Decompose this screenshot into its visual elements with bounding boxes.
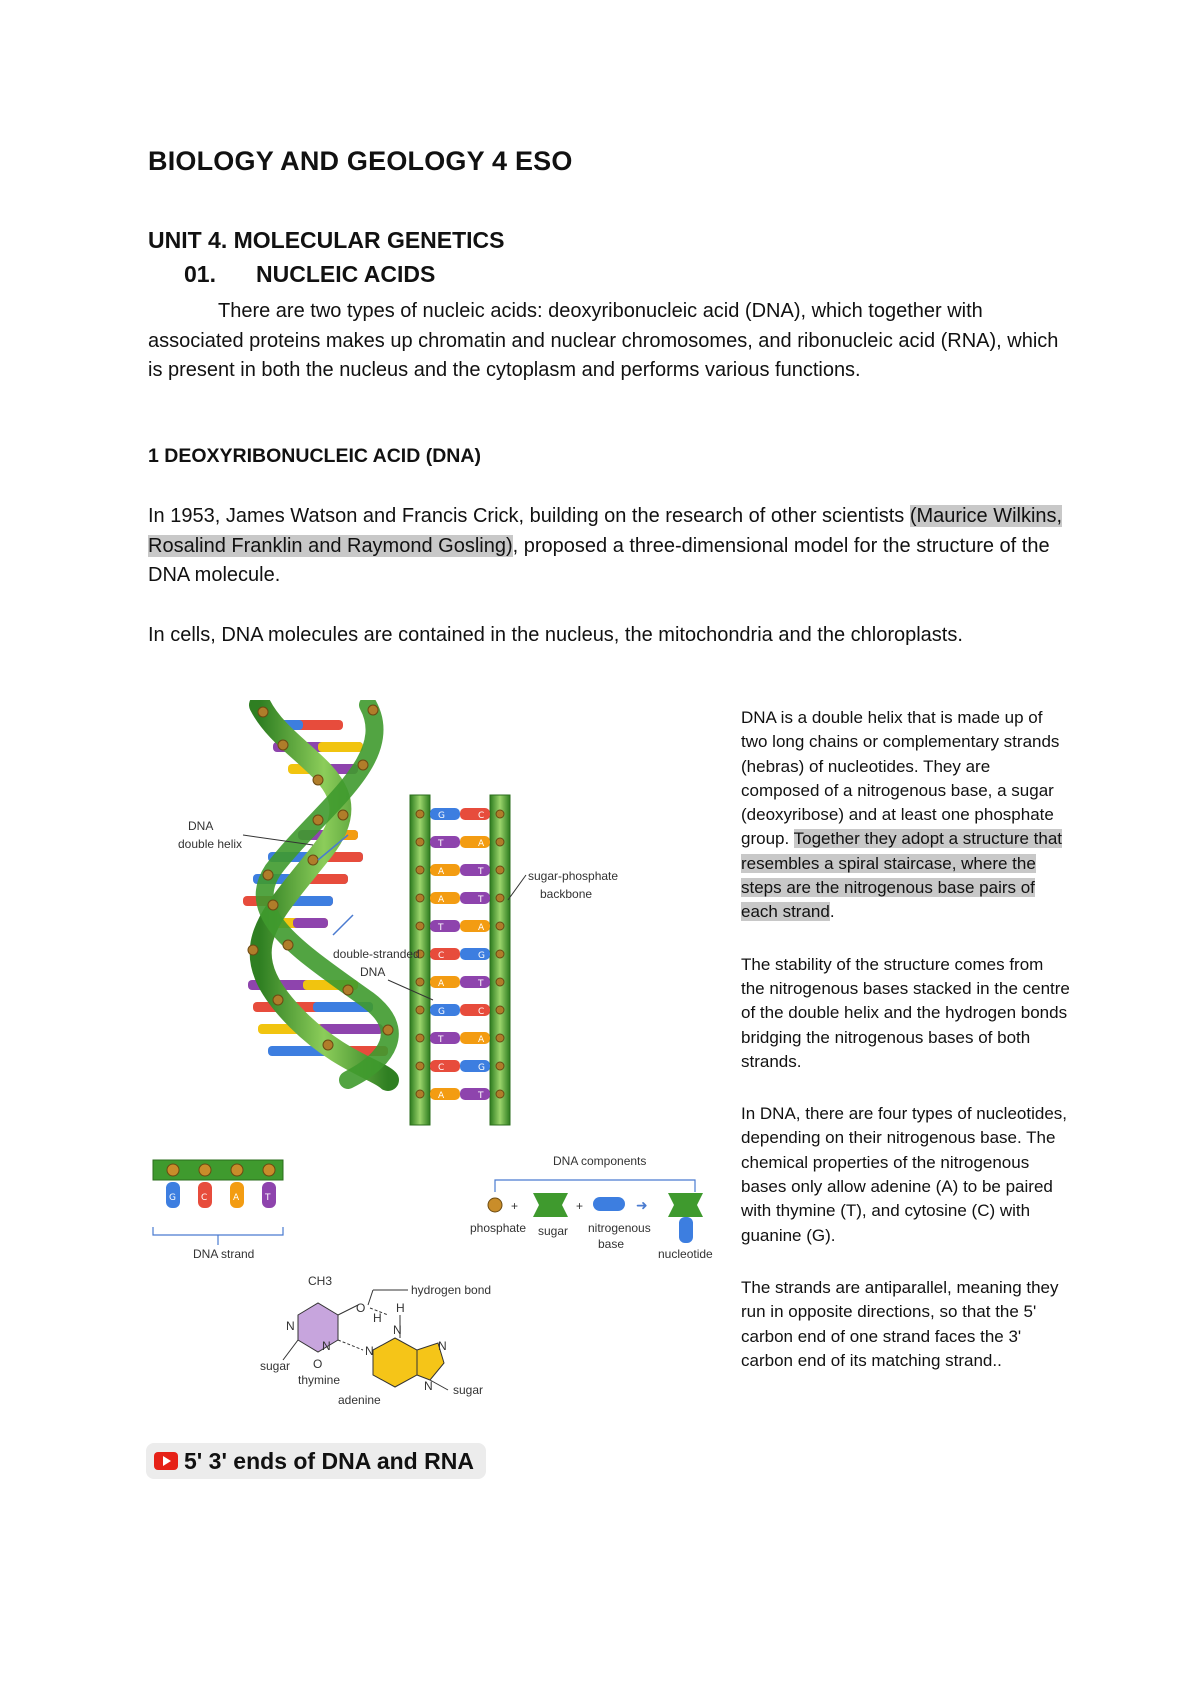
phosphate-bead — [496, 1034, 504, 1042]
history-text-start: In 1953, James Watson and Francis Crick, building on the research of other scientists — [148, 505, 910, 527]
phosphate-bead — [496, 838, 504, 846]
label-sugar-right: sugar — [453, 1383, 484, 1397]
base-letter: G — [478, 951, 485, 961]
phosphate-bead — [416, 922, 424, 930]
nitrogenous-base — [460, 1088, 490, 1100]
label-sugar: sugar — [538, 1224, 569, 1238]
phosphate-bead — [496, 810, 504, 818]
base-letter: T — [478, 867, 484, 877]
label-ds-dna: DNA — [360, 965, 386, 979]
label-double-stranded: double-stranded — [333, 947, 420, 961]
svg-text:T: T — [265, 1193, 271, 1203]
strand-nucleotide — [262, 1164, 276, 1208]
nitrogenous-base — [430, 948, 460, 960]
label-dna: DNA — [188, 819, 214, 833]
label-ch3: CH3 — [308, 1274, 333, 1288]
strand-nucleotide — [230, 1164, 244, 1208]
base-letter: A — [478, 839, 485, 849]
svg-text:C: C — [201, 1193, 208, 1203]
base-pair-chemical-structure — [260, 1274, 491, 1407]
history-paragraph — [148, 502, 1068, 591]
nitrogenous-base — [430, 1088, 460, 1100]
label-sugar-left: sugar — [260, 1359, 291, 1373]
ladder-illustration — [410, 795, 510, 1125]
base-letter: T — [438, 923, 444, 933]
phosphate-bead — [496, 866, 504, 874]
label-dna-strand: DNA strand — [193, 1247, 255, 1261]
label-n6: N — [424, 1379, 433, 1393]
base-letter: T — [438, 839, 444, 849]
nitrogenous-base — [430, 976, 460, 988]
nitrogenous-base — [430, 1004, 460, 1016]
video-link-chip[interactable] — [146, 1443, 486, 1479]
base-letter: A — [438, 867, 445, 877]
base-letter: T — [478, 979, 484, 989]
phosphate-bead — [416, 1034, 424, 1042]
label-h2: H — [396, 1301, 405, 1315]
plus-sign-2: + — [576, 1199, 584, 1213]
side-p1-end: . — [829, 902, 835, 922]
nitrogenous-base — [460, 976, 490, 988]
scientists-highlight: (Maurice Wilkins, Rosalind Franklin and Raymond Gosling) — [148, 505, 1063, 557]
dna-components-illustration — [470, 1154, 713, 1261]
label-n2: N — [322, 1339, 331, 1353]
phosphate-bead — [496, 894, 504, 902]
label-nitrogenous: nitrogenous — [588, 1221, 651, 1235]
double-helix-illustration — [243, 705, 393, 1080]
dna-explanation-column — [741, 706, 1071, 1401]
svg-text:A: A — [233, 1193, 240, 1203]
nitrogenous-base — [460, 1032, 490, 1044]
svg-text:G: G — [169, 1193, 176, 1203]
base-letter: C — [478, 811, 485, 821]
nitrogenous-base — [460, 892, 490, 904]
side-paragraph-4: The strands are antiparallel, meaning they run in opposite directions, so that the 5' carbon end of one strand faces the 3' carbon end of its matching strand.. — [741, 1277, 1059, 1370]
nitrogenous-base — [430, 864, 460, 876]
side-paragraph-3: In DNA, there are four types of nucleotides, depending on their nitrogenous base. The chemical properties of the nitrogenous bases only allow adenine (A) to be paired with thymine (T), and cytosine (C) with guanine (G). — [741, 1104, 1068, 1245]
label-sugar-phosphate: sugar-phosphate — [528, 869, 619, 883]
intro-paragraph: There are two types of nucleic acids: deoxyribonucleic acid (DNA), which together with associated proteins makes up chromatin and nuclear chromosomes, and ribonucleic acid (RNA), which is present in both the nucleus and the cytoplasm and performs various functions. — [148, 300, 1059, 381]
side-p1-highlight: Together they adopt a structure that resembles a spiral staircase, where the steps are the nitrogenous base pairs of each strand — [741, 829, 1063, 922]
nitrogenous-base — [430, 808, 460, 820]
base-letter: A — [438, 895, 445, 905]
strand-nucleotide — [198, 1164, 212, 1208]
history-text-end: , proposed a three-dimensional model for the structure of the DNA molecule. — [148, 534, 1050, 586]
nitrogenous-base — [460, 1004, 490, 1016]
phosphate-bead — [416, 1062, 424, 1070]
subsection-heading: 1 DEOXYRIBONUCLEIC ACID (DNA) — [148, 445, 481, 467]
unit-heading: UNIT 4. MOLECULAR GENETICS — [148, 227, 505, 253]
section-heading — [184, 261, 435, 288]
section-title: NUCLEIC ACIDS — [256, 261, 436, 287]
nitrogenous-base — [460, 864, 490, 876]
base-letter: A — [478, 923, 485, 933]
dna-structure-figure — [148, 700, 728, 1430]
phosphate-bead — [416, 1006, 424, 1014]
phosphate-bead — [416, 978, 424, 986]
nitrogenous-base — [430, 892, 460, 904]
phosphate-bead — [496, 922, 504, 930]
side-p1-text: DNA is a double helix that is made up of two long chains or complementary strands (hebras) of nucleotides. They are composed of a nitrogenous base, a sugar (deoxyribose) and at least one phosphate group. — [741, 708, 1060, 849]
svg-text:➜: ➜ — [636, 1198, 648, 1214]
base-letter: A — [438, 1091, 445, 1101]
label-n1: N — [393, 1323, 402, 1337]
label-h1: H — [373, 1311, 382, 1325]
side-paragraph-2: The stability of the structure comes from the nitrogenous bases stacked in the centre of the double helix and the hydrogen bonds bridging the nitrogenous bases of both strands. — [741, 954, 1070, 1071]
base-letter: T — [478, 1091, 484, 1101]
phosphate-bead — [496, 1090, 504, 1098]
base-letter: T — [478, 895, 484, 905]
plus-sign-1: + — [511, 1199, 519, 1213]
label-nucleotide: nucleotide — [658, 1247, 713, 1261]
phosphate-bead — [416, 1090, 424, 1098]
video-link-label: 5' 3' ends of DNA and RNA — [184, 1447, 474, 1474]
strand-nucleotide — [166, 1164, 180, 1208]
nitrogenous-base — [430, 836, 460, 848]
base-letter: G — [438, 811, 445, 821]
nitrogenous-base — [460, 948, 490, 960]
label-o-top: O — [356, 1301, 366, 1315]
nitrogenous-base — [460, 1060, 490, 1072]
label-n5: N — [438, 1339, 447, 1353]
label-o-bottom: O — [313, 1357, 323, 1371]
nitrogenous-base — [430, 1032, 460, 1044]
section-number: 01. — [184, 261, 216, 287]
base-letter: G — [478, 1063, 485, 1073]
label-n4: N — [365, 1344, 374, 1358]
document-title: BIOLOGY AND GEOLOGY 4 ESO — [148, 146, 573, 176]
phosphate-bead — [496, 978, 504, 986]
phosphate-bead — [416, 838, 424, 846]
youtube-play-icon — [154, 1452, 178, 1470]
dna-strand-illustration — [153, 1160, 283, 1245]
base-letter: A — [478, 1035, 485, 1045]
label-n3: N — [286, 1319, 295, 1333]
location-paragraph: In cells, DNA molecules are contained in the nucleus, the mitochondria and the chloroplasts. — [148, 624, 963, 646]
base-letter: G — [438, 1007, 445, 1017]
nitrogenous-base — [460, 836, 490, 848]
phosphate-bead — [496, 950, 504, 958]
phosphate-bead — [496, 1062, 504, 1070]
base-letter: C — [478, 1007, 485, 1017]
base-letter: C — [438, 1063, 445, 1073]
label-base: base — [598, 1237, 625, 1251]
nitrogenous-base — [430, 1060, 460, 1072]
base-letter: T — [438, 1035, 444, 1045]
phosphate-bead — [496, 1006, 504, 1014]
phosphate-bead — [416, 810, 424, 818]
nitrogenous-base — [430, 920, 460, 932]
phosphate-bead — [416, 894, 424, 902]
nitrogenous-base — [460, 808, 490, 820]
label-hydrogen-bond: hydrogen bond — [411, 1283, 492, 1297]
label-thymine: thymine — [298, 1373, 341, 1387]
base-letter: A — [438, 979, 445, 989]
label-dna-components: DNA components — [553, 1154, 647, 1168]
label-double-helix: double helix — [178, 837, 243, 851]
label-phosphate: phosphate — [470, 1221, 527, 1235]
phosphate-bead — [416, 866, 424, 874]
label-adenine: adenine — [338, 1393, 381, 1407]
base-letter: C — [438, 951, 445, 961]
nitrogenous-base — [460, 920, 490, 932]
label-backbone: backbone — [540, 887, 593, 901]
side-paragraph-1 — [741, 706, 1071, 925]
